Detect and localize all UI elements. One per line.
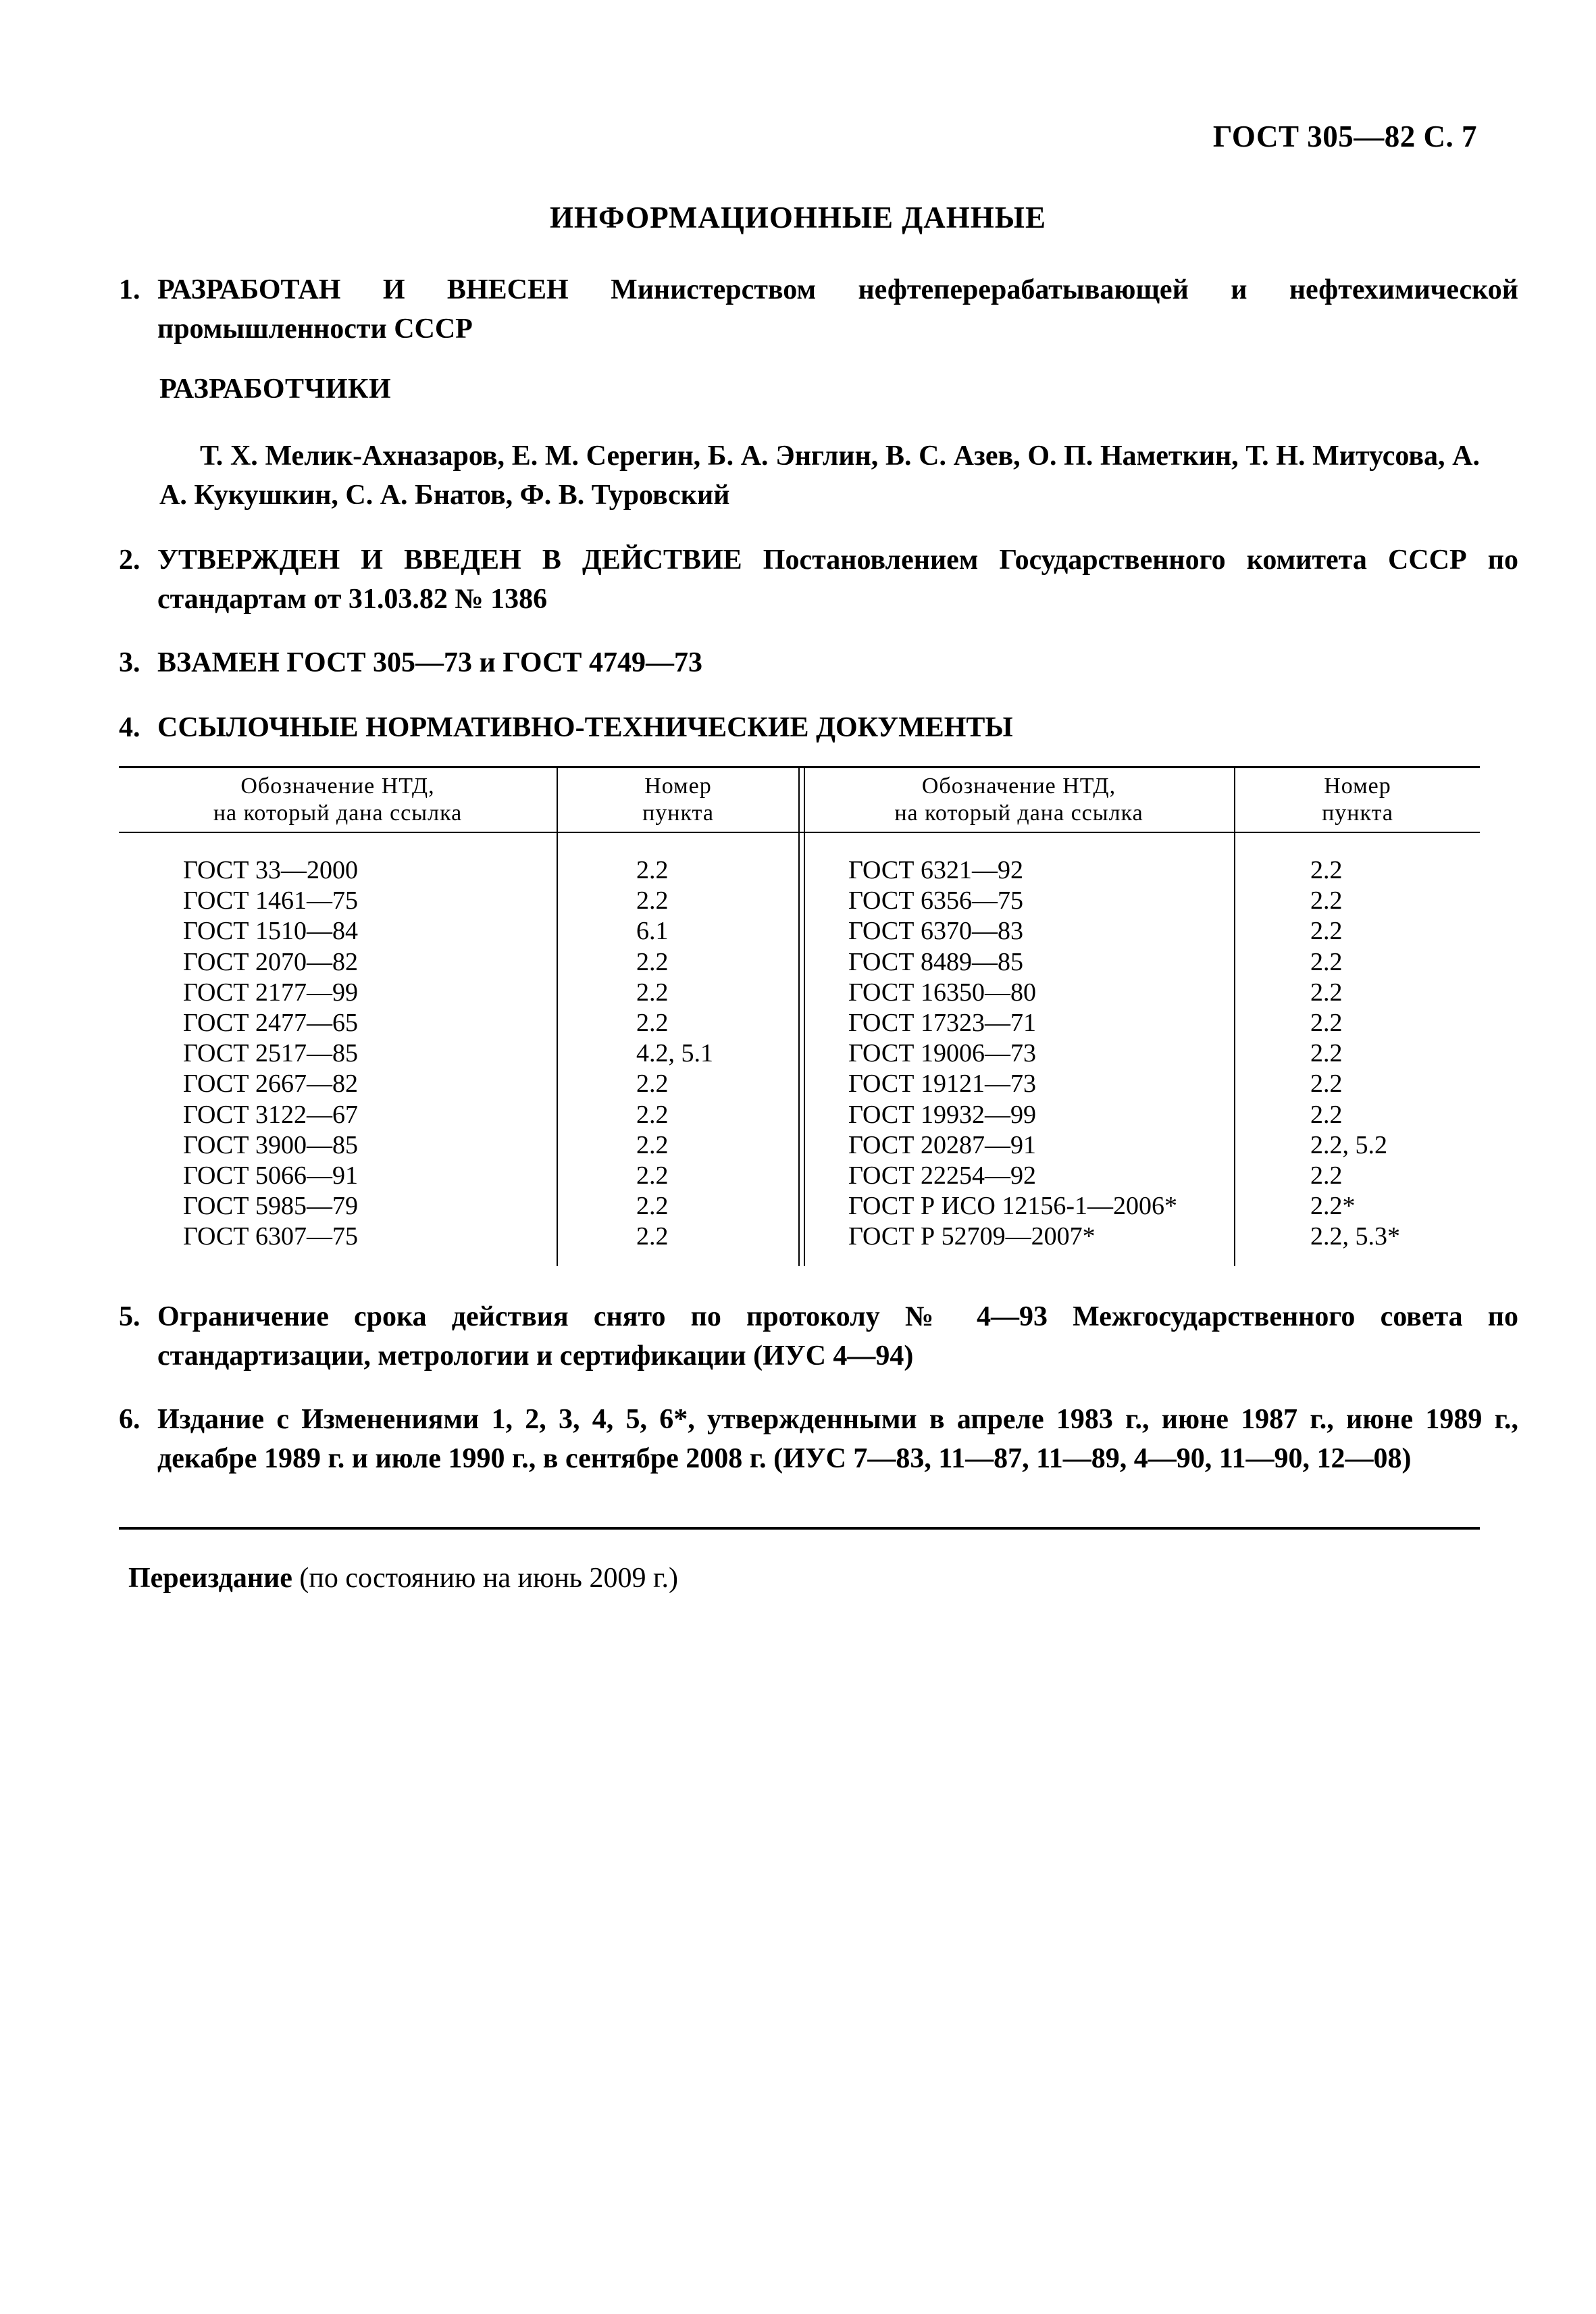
table-cell-item: 2.2 — [1310, 1070, 1343, 1099]
table-cell-item: 2.2, 5.2 — [1310, 1130, 1387, 1159]
table-cell-item: 2.2 — [636, 1070, 669, 1099]
table-cell-item: 2.2 — [636, 1192, 669, 1221]
table-header-number-left — [558, 773, 798, 827]
table-cell-item: 2.2 — [1310, 917, 1343, 946]
table-cell-item: 2.2 — [636, 1222, 669, 1251]
section-1-text: РАЗРАБОТАН И ВНЕСЕН Министерством нефтеперерабатывающей и нефтехимической промышленности СССР — [157, 274, 1518, 345]
table-cell-item: 2.2 — [636, 978, 669, 1007]
table-cell-item: 2.2 — [636, 1009, 669, 1038]
section-5-text: Ограничение срока действия снято по протоколу № 4—93 Межгосударственного совета по стандартизации, метрологии и сертификации (ИУС 4—94) — [157, 1301, 1518, 1372]
table-header-number-right — [1235, 773, 1480, 827]
section-3-text: ВЗАМЕН ГОСТ 305—73 и ГОСТ 4749—73 — [157, 647, 702, 678]
table-cell-doc: ГОСТ 2070—82 — [183, 947, 358, 976]
table-column-divider — [557, 766, 558, 1266]
table-cell-doc: ГОСТ 3122—67 — [183, 1100, 358, 1129]
table-cell-doc: ГОСТ 3900—85 — [183, 1130, 358, 1159]
header-text: пункта — [642, 801, 714, 826]
table-cell-doc: ГОСТ 2517—85 — [183, 1039, 358, 1068]
table-cell-item: 2.2 — [636, 1130, 669, 1159]
table-cell-doc: ГОСТ 1510—84 — [183, 917, 358, 946]
table-cell-item: 4.2, 5.1 — [636, 1039, 713, 1068]
table-cell-item: 2.2 — [636, 1100, 669, 1129]
reissue-status: (по состоянию на июнь 2009 г.) — [299, 1563, 678, 1594]
section-2-text: УТВЕРЖДЕН И ВВЕДЕН В ДЕЙСТВИЕ Постановлением Государственного комитета СССР по стандартам от 31.03.82 № 1386 — [157, 545, 1518, 615]
table-cell-doc: ГОСТ 20287—91 — [848, 1130, 1036, 1159]
table-cell-doc: ГОСТ 22254—92 — [848, 1161, 1036, 1190]
table-cell-item: 2.2 — [1310, 947, 1343, 976]
table-cell-doc: ГОСТ 2667—82 — [183, 1070, 358, 1099]
section-6-number: 6. — [119, 1404, 140, 1435]
section-2 — [119, 540, 1518, 619]
page-header-reference: ГОСТ 305—82 С. 7 — [1212, 120, 1477, 153]
table-cell-doc: ГОСТ 8489—85 — [848, 947, 1023, 976]
table-column-left-docs — [183, 855, 358, 1253]
table-cell-doc: ГОСТ 17323—71 — [848, 1009, 1036, 1038]
table-cell-doc: ГОСТ 1461—75 — [183, 886, 358, 915]
section-4-text: ССЫЛОЧНЫЕ НОРМАТИВНО-ТЕХНИЧЕСКИЕ ДОКУМЕНТЫ — [157, 712, 1013, 743]
header-text: на который дана ссылка — [213, 801, 463, 826]
section-5 — [119, 1297, 1518, 1376]
section-6 — [119, 1400, 1518, 1478]
table-cell-item: 6.1 — [636, 917, 669, 946]
reissue-note — [128, 1562, 678, 1594]
table-header-designation-right — [804, 773, 1234, 827]
table-cell-item: 2.2 — [1310, 1161, 1343, 1190]
section-6-text: Издание с Изменениями 1, 2, 3, 4, 5, 6*, утвержденными в апреле 1983 г., июне 1987 г., июне 1989 г., декабре 1989 г. и июле 1990 г., в сентябре 2008 г. (ИУС 7—83, 11—87, 11—89, 4—90, 11—90, 12—08) — [157, 1404, 1518, 1474]
header-text: Номер — [644, 774, 712, 799]
header-text: на который дана ссылка — [894, 801, 1143, 826]
table-header-designation-left — [119, 773, 557, 827]
table-cell-item: 2.2 — [1310, 1100, 1343, 1129]
section-1-number: 1. — [119, 274, 140, 305]
section-4-number: 4. — [119, 712, 140, 743]
table-cell-doc: ГОСТ 19121—73 — [848, 1070, 1036, 1099]
table-column-left-items — [636, 855, 713, 1253]
table-cell-doc: ГОСТ 5066—91 — [183, 1161, 358, 1190]
table-cell-item: 2.2 — [1310, 886, 1343, 915]
header-text: Номер — [1324, 774, 1391, 799]
section-1 — [119, 270, 1518, 349]
section-4 — [119, 708, 1518, 747]
table-cell-item: 2.2 — [636, 856, 669, 884]
table-double-divider — [798, 766, 805, 1266]
table-cell-item: 2.2 — [1310, 1009, 1343, 1038]
table-cell-item: 2.2 — [1310, 1039, 1343, 1068]
table-cell-doc: ГОСТ 16350—80 — [848, 978, 1036, 1007]
section-3 — [119, 643, 1518, 682]
reissue-label: Переиздание — [128, 1563, 292, 1594]
table-cell-doc: ГОСТ 2477—65 — [183, 1009, 358, 1038]
reference-documents-table — [119, 766, 1480, 1266]
table-cell-item: 2.2 — [636, 886, 669, 915]
developers-heading: РАЗРАБОТЧИКИ — [159, 374, 392, 405]
section-2-number: 2. — [119, 545, 140, 576]
document-title: ИНФОРМАЦИОННЫЕ ДАННЫЕ — [550, 201, 1046, 234]
table-cell-doc: ГОСТ Р ИСО 12156-1—2006* — [848, 1192, 1178, 1221]
table-cell-doc: ГОСТ 2177—99 — [183, 978, 358, 1007]
table-cell-doc: ГОСТ Р 52709—2007* — [848, 1222, 1096, 1251]
footer-rule — [119, 1527, 1480, 1530]
table-cell-item: 2.2 — [636, 947, 669, 976]
table-column-right-items — [1310, 855, 1400, 1253]
header-text: Обозначение НТД, — [240, 774, 435, 799]
table-cell-doc: ГОСТ 19932—99 — [848, 1100, 1036, 1129]
table-cell-doc: ГОСТ 6370—83 — [848, 917, 1023, 946]
table-column-divider — [1234, 766, 1235, 1266]
table-cell-doc: ГОСТ 6307—75 — [183, 1222, 358, 1251]
table-cell-item: 2.2, 5.3* — [1310, 1222, 1400, 1251]
table-cell-doc: ГОСТ 6321—92 — [848, 856, 1023, 884]
table-cell-item: 2.2 — [1310, 856, 1343, 884]
section-3-number: 3. — [119, 647, 140, 678]
header-text: пункта — [1322, 801, 1393, 826]
table-column-right-docs — [848, 855, 1177, 1253]
table-cell-item: 2.2* — [1310, 1192, 1356, 1221]
table-cell-doc: ГОСТ 19006—73 — [848, 1039, 1036, 1068]
table-cell-doc: ГОСТ 5985—79 — [183, 1192, 358, 1221]
table-cell-doc: ГОСТ 6356—75 — [848, 886, 1023, 915]
section-5-number: 5. — [119, 1301, 140, 1332]
header-text: Обозначение НТД, — [921, 774, 1116, 799]
table-cell-item: 2.2 — [636, 1161, 669, 1190]
developers-list: Т. Х. Мелик-Ахназаров, Е. М. Серегин, Б. А. Энглин, В. С. Азев, О. П. Наметкин, Т. Н. Митусова, А. А. Кукушкин, С. А. Бнатов, Ф. В. Туровский — [159, 441, 1480, 511]
table-cell-doc: ГОСТ 33—2000 — [183, 856, 358, 884]
table-cell-item: 2.2 — [1310, 978, 1343, 1007]
